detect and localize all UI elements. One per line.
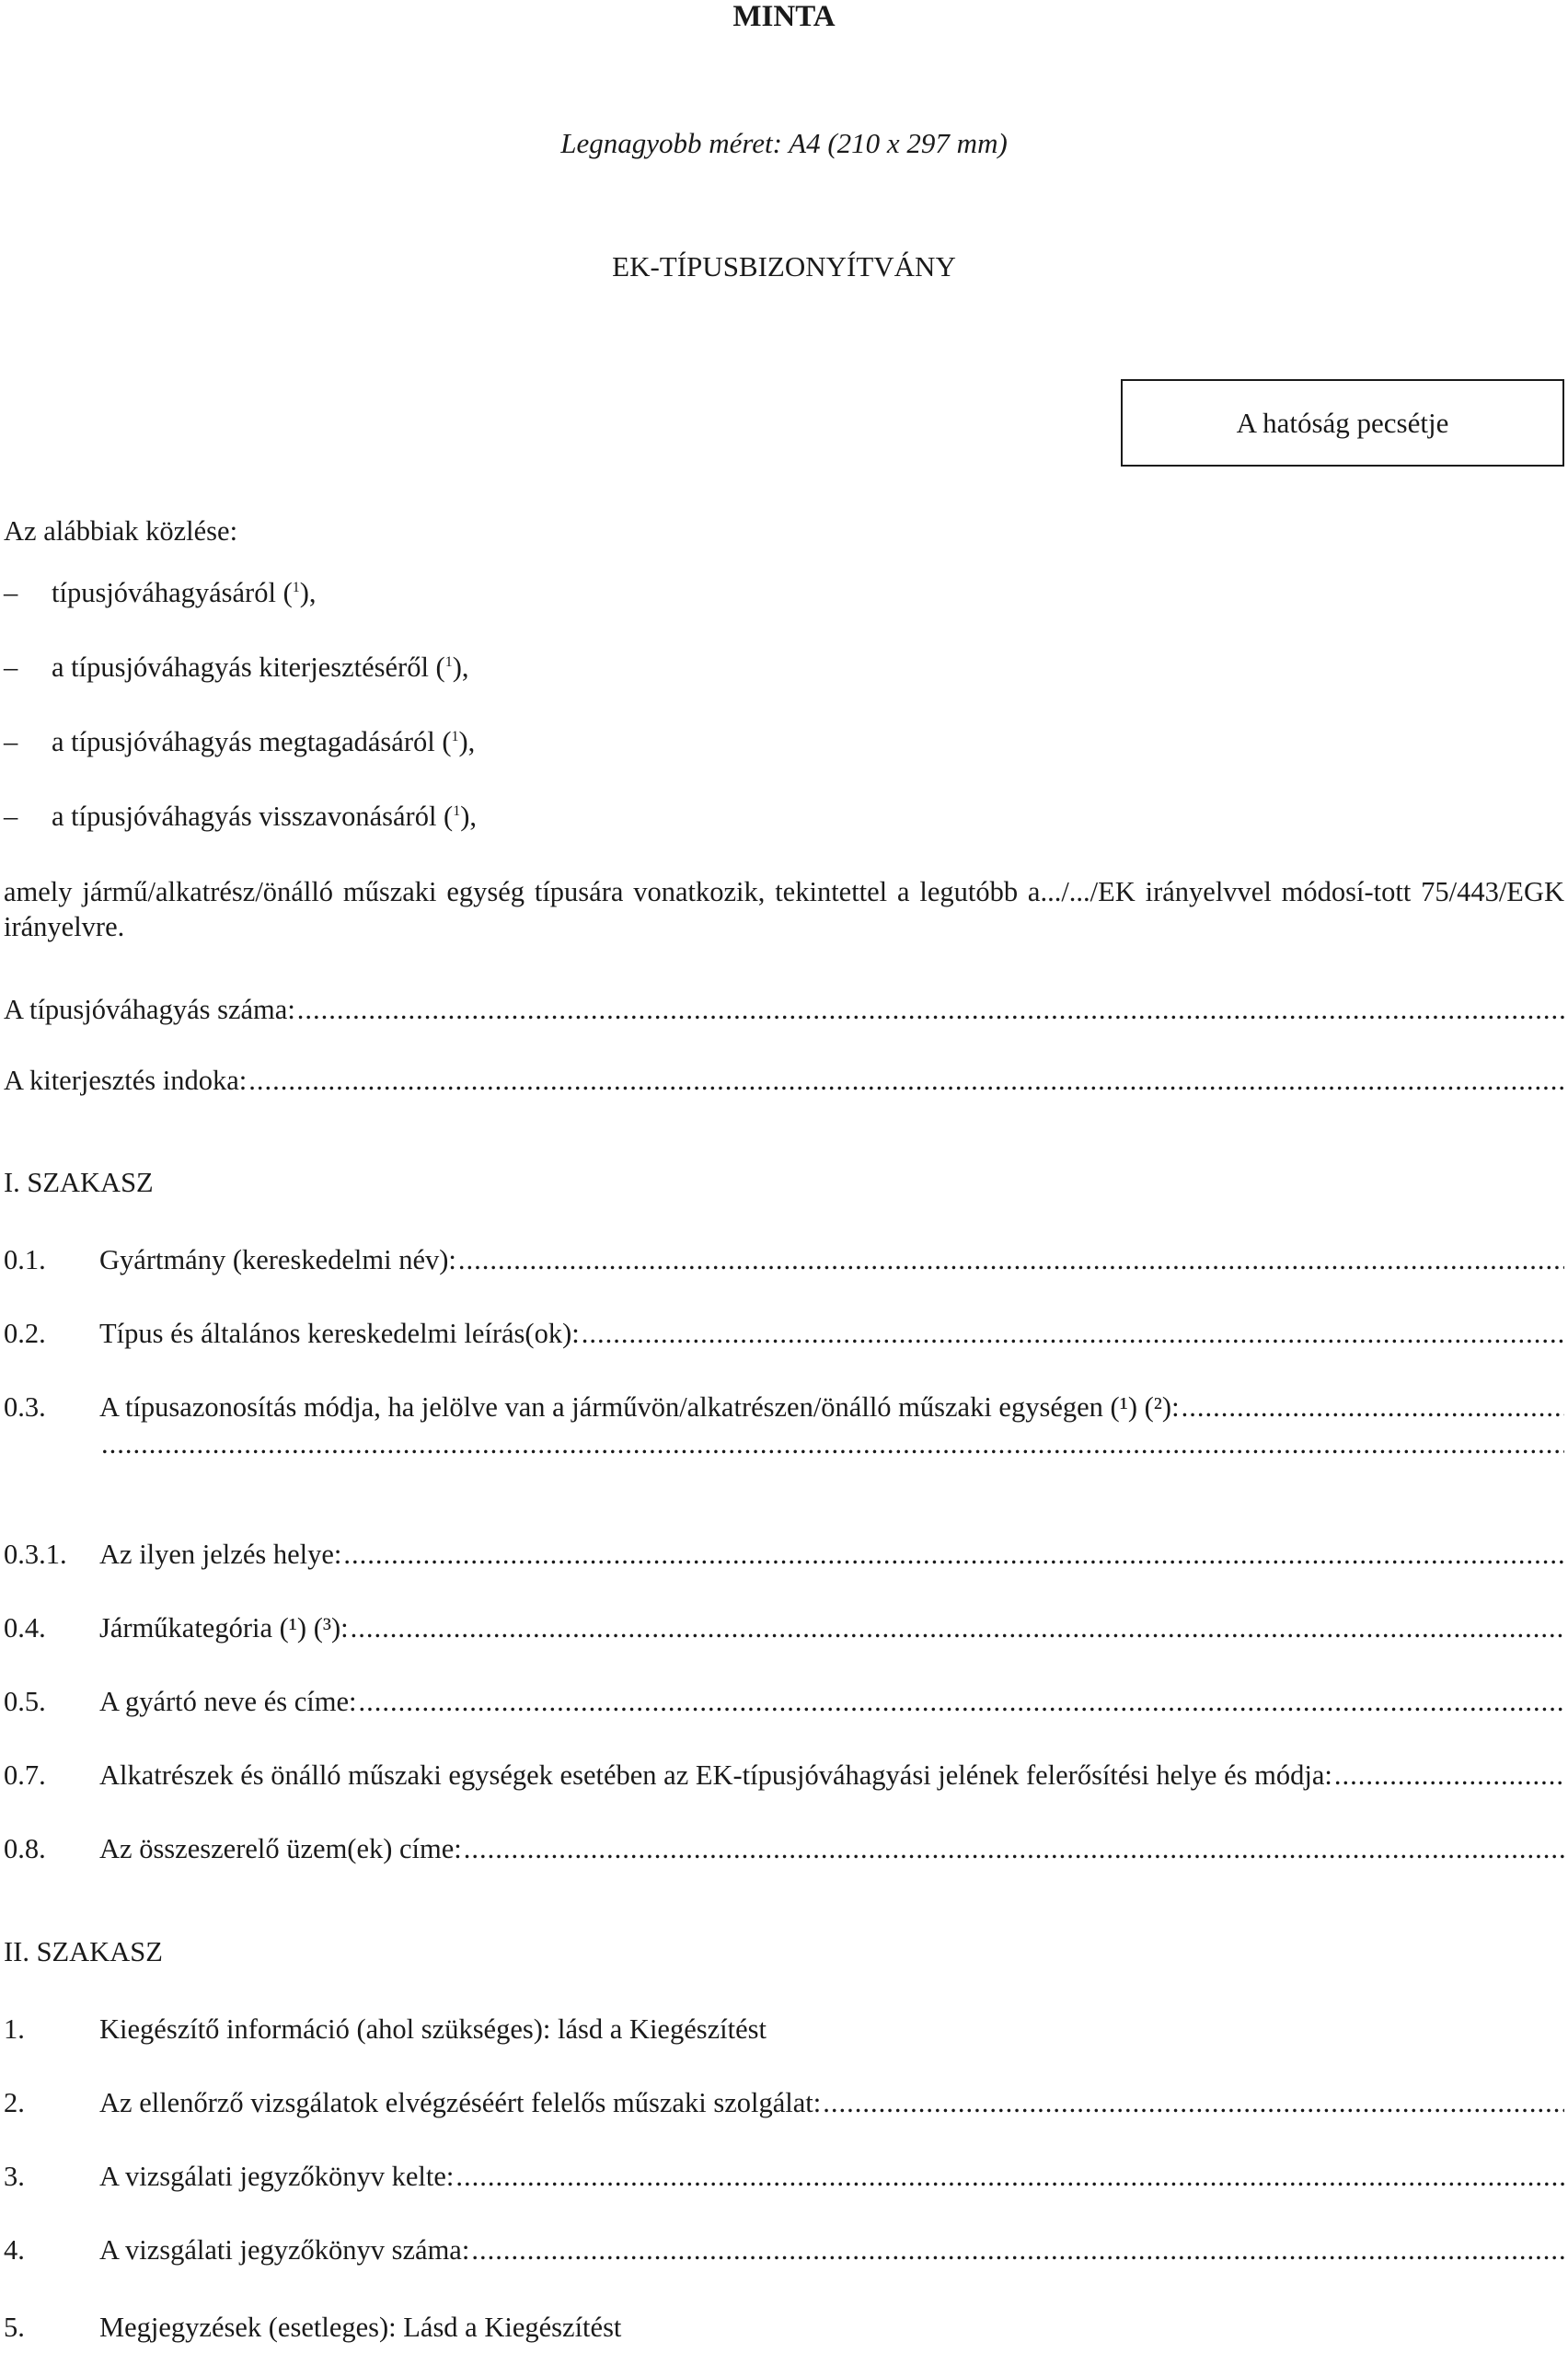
certificate-heading: EK-TÍPUSBIZONYÍTVÁNY bbox=[612, 250, 956, 283]
field-label: Alkatrészek és önálló műszaki egységek esetében az EK-típusjóváhagyási jelének felerősítési helye és módja: bbox=[99, 1759, 1332, 1791]
item-number: 0.7. bbox=[4, 1759, 46, 1791]
fill-dots bbox=[343, 1539, 1564, 1573]
field-type[interactable] bbox=[99, 1318, 1564, 1352]
footnote-ref: 1 bbox=[451, 728, 459, 744]
field-label: A típusazonosítás módja, ha jelölve van a járművön/alkatrészen/önálló műszaki egységen (¹) (²): bbox=[99, 1391, 1180, 1423]
field-make[interactable] bbox=[99, 1244, 1564, 1278]
field-label: A gyártó neve és címe: bbox=[99, 1686, 357, 1717]
fill-dots bbox=[351, 1612, 1564, 1646]
list-item-text: a típusjóváhagyás kiterjesztéséről ( bbox=[52, 652, 445, 683]
fill-dots bbox=[464, 1833, 1564, 1867]
field-label: Típus és általános kereskedelmi leírás(ok): bbox=[99, 1318, 580, 1349]
dash-bullet: – bbox=[4, 801, 18, 832]
footnote-ref: 1 bbox=[444, 653, 453, 670]
fill-dots bbox=[455, 2161, 1564, 2195]
field-type-identification[interactable] bbox=[99, 1391, 1564, 1425]
field-label: Az ellenőrző vizsgálatok elvégzéséért felelős műszaki szolgálat: bbox=[99, 2087, 822, 2118]
field-label: A kiterjesztés indoka: bbox=[4, 1065, 248, 1096]
stamp-label: A hatóság pecsétje bbox=[1236, 406, 1449, 439]
item-number: 1. bbox=[4, 2013, 25, 2045]
field-vehicle-category[interactable] bbox=[99, 1612, 1564, 1646]
fill-dots bbox=[823, 2087, 1564, 2121]
item-number: 0.8. bbox=[4, 1833, 46, 1864]
fill-dots bbox=[359, 1686, 1565, 1720]
field-type-identification-continuation[interactable] bbox=[99, 1428, 1564, 1462]
fill-dots bbox=[582, 1318, 1564, 1352]
fill-dots bbox=[101, 1428, 1564, 1462]
item-number: 0.3. bbox=[4, 1391, 46, 1423]
dash-bullet: – bbox=[4, 726, 18, 757]
field-approval-mark[interactable] bbox=[99, 1759, 1564, 1794]
fill-dots bbox=[297, 994, 1564, 1028]
field-label: A vizsgálati jegyzőkönyv száma: bbox=[99, 2234, 470, 2266]
dash-bullet: – bbox=[4, 577, 18, 608]
item-number: 5. bbox=[4, 2312, 25, 2343]
extension-reason-field[interactable] bbox=[4, 1065, 1564, 1099]
field-marking-location[interactable] bbox=[99, 1539, 1564, 1573]
list-item-text: típusjóváhagyásáról ( bbox=[52, 577, 293, 608]
field-label: A típusjóváhagyás száma: bbox=[4, 994, 295, 1025]
list-item-text: a típusjóváhagyás megtagadásáról ( bbox=[52, 726, 452, 757]
item-number: 0.1. bbox=[4, 1244, 46, 1275]
dash-bullet: – bbox=[4, 652, 18, 683]
field-label: A vizsgálati jegyzőkönyv kelte: bbox=[99, 2161, 455, 2192]
item-number: 0.4. bbox=[4, 1612, 46, 1644]
item-number: 0.3.1. bbox=[4, 1539, 67, 1570]
fill-dots bbox=[1334, 1759, 1564, 1794]
fill-dots bbox=[1182, 1391, 1564, 1425]
scope-paragraph: amely jármű/alkatrész/önálló műszaki egység típusára vonatkozik, tekintettel a legutóbb a.../.../EK irányelvvel módosí-tott 75/443/EGK irányelvre. bbox=[4, 876, 1564, 942]
fill-dots bbox=[471, 2234, 1564, 2268]
field-manufacturer[interactable] bbox=[99, 1686, 1564, 1720]
section-1-title: I. SZAKASZ bbox=[4, 1167, 154, 1198]
document-title: MINTA bbox=[732, 0, 836, 33]
field-report-date[interactable] bbox=[99, 2161, 1564, 2195]
field-technical-service[interactable] bbox=[99, 2087, 1564, 2121]
intro-lead: Az alábbiak közlése: bbox=[4, 515, 238, 547]
field-label: Gyártmány (kereskedelmi név): bbox=[99, 1244, 456, 1275]
field-supplementary-info: Kiegészítő információ (ahol szükséges): lásd a Kiegészítést bbox=[99, 2013, 767, 2045]
field-label: Járműkategória (¹) (³): bbox=[99, 1612, 349, 1644]
field-remarks: Megjegyzések (esetleges): Lásd a Kiegészítést bbox=[99, 2312, 622, 2343]
approval-number-field[interactable] bbox=[4, 994, 1564, 1028]
footnote-ref: 1 bbox=[292, 579, 300, 595]
field-label: Az ilyen jelzés helye: bbox=[99, 1539, 342, 1570]
item-number: 0.2. bbox=[4, 1318, 46, 1349]
fill-dots bbox=[248, 1065, 1564, 1099]
item-number: 2. bbox=[4, 2087, 25, 2118]
item-number: 3. bbox=[4, 2161, 25, 2192]
field-label: Az összeszerelő üzem(ek) címe: bbox=[99, 1833, 462, 1864]
field-report-number[interactable] bbox=[99, 2234, 1564, 2268]
list-item-text: a típusjóváhagyás visszavonásáról ( bbox=[52, 801, 454, 832]
size-note: Legnagyobb méret: A4 (210 x 297 mm) bbox=[560, 127, 1008, 159]
fill-dots bbox=[458, 1244, 1564, 1278]
section-2-title: II. SZAKASZ bbox=[4, 1936, 163, 1967]
authority-stamp-box bbox=[1121, 379, 1564, 467]
footnote-ref: 1 bbox=[453, 802, 461, 819]
item-number: 4. bbox=[4, 2234, 25, 2266]
field-assembly-plant[interactable] bbox=[99, 1833, 1564, 1867]
item-number: 0.5. bbox=[4, 1686, 46, 1717]
